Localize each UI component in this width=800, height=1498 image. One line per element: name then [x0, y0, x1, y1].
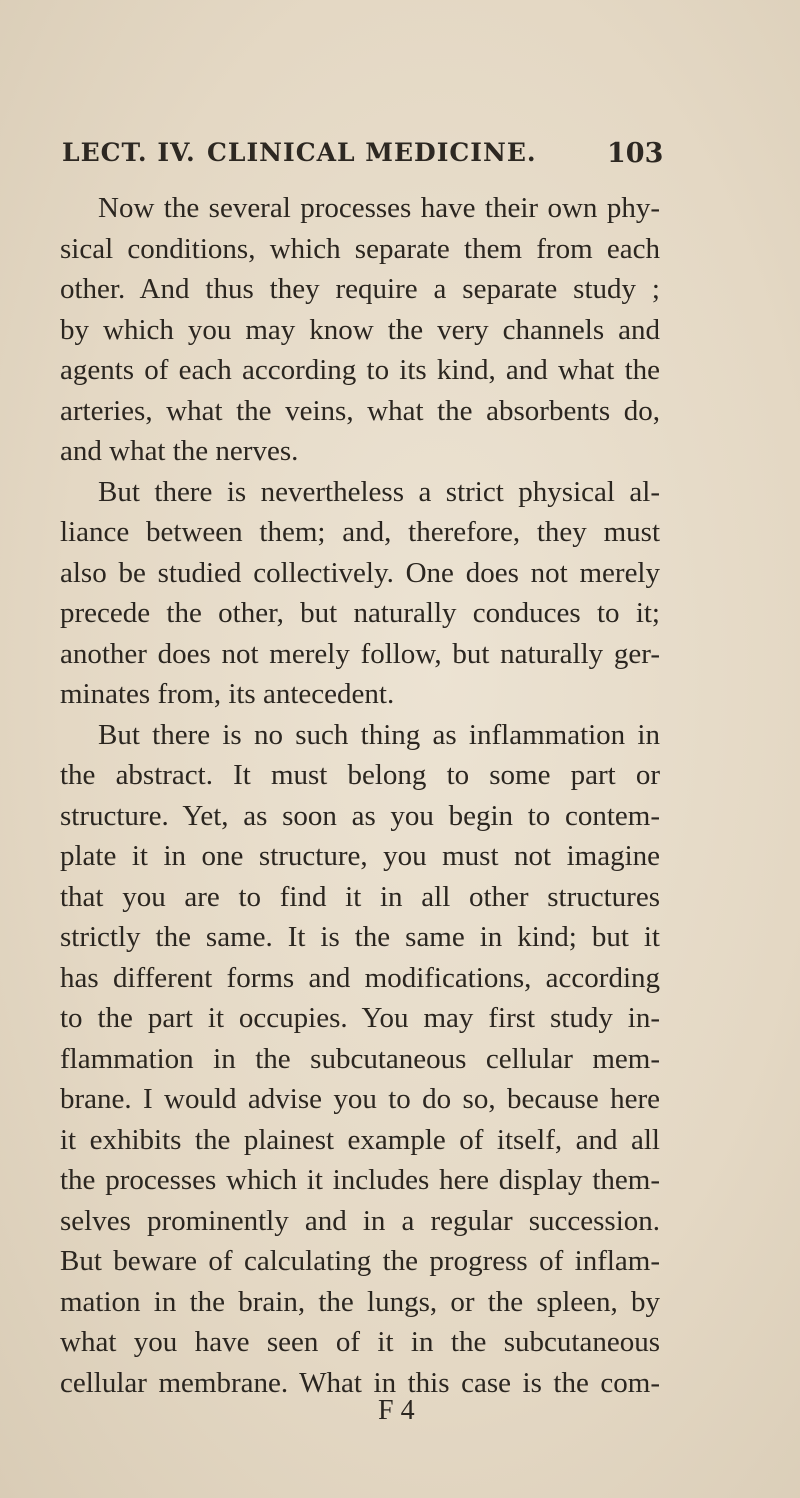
text-line: minates from, its antecedent.: [60, 678, 395, 710]
text-line: liance between them; and, therefore, they must: [60, 516, 660, 548]
text-line: But there is no such thing as inflammation in: [98, 718, 660, 751]
text-line: what you have seen of it in the subcutaneous: [60, 1326, 660, 1358]
text-line: that you are to find it in all other structures: [60, 880, 660, 913]
text-line: structure. Yet, as soon as you begin to contem-: [60, 799, 660, 832]
text-line: by which you may know the very channels and: [60, 313, 660, 346]
text-line: plate it in one structure, you must not imagine: [60, 840, 660, 872]
lecture-number: LECT. IV.: [62, 138, 196, 167]
text-line: the processes which it includes here display them-: [60, 1164, 660, 1196]
page-number: 103: [607, 138, 664, 169]
text-line: another does not merely follow, but naturally ger-: [60, 637, 660, 670]
text-line: strictly the same. It is the same in kind; but it: [60, 921, 660, 953]
text-line: also be studied collectively. One does not merely: [60, 556, 660, 589]
body-text: [60, 188, 660, 1403]
text-line: sical conditions, which separate them from each: [60, 232, 660, 265]
text-line: flammation in the subcutaneous cellular mem-: [60, 1042, 660, 1075]
text-line: selves prominently and in a regular succession.: [60, 1204, 660, 1237]
text-line: arteries, what the veins, what the absorbents do,: [60, 394, 660, 427]
text-line: mation in the brain, the lungs, or the spleen, by: [60, 1285, 660, 1318]
text-line: agents of each according to its kind, and what the: [60, 354, 660, 386]
signature-mark: F 4: [378, 1395, 415, 1426]
running-title: CLINICAL MEDICINE.: [207, 138, 537, 167]
text-line: precede the other, but naturally conduces to it;: [60, 597, 660, 629]
text-line: But there is nevertheless a strict physical al-: [98, 475, 660, 508]
text-line: and what the nerves.: [60, 435, 299, 467]
text-line: brane. I would advise you to do so, because here: [60, 1083, 660, 1115]
text-line: other. And thus they require a separate study ;: [60, 273, 660, 305]
text-line: But beware of calculating the progress of inflam-: [60, 1245, 660, 1277]
text-line: has different forms and modifications, according: [60, 961, 660, 994]
text-line: to the part it occupies. You may first study in-: [60, 1002, 660, 1034]
text-line: cellular membrane. What in this case is the com-: [60, 1366, 660, 1399]
text-line: Now the several processes have their own phy-: [98, 192, 660, 224]
text-line: the abstract. It must belong to some part or: [60, 759, 660, 791]
running-head: [62, 138, 662, 174]
text-line: it exhibits the plainest example of itself, and all: [60, 1123, 660, 1156]
